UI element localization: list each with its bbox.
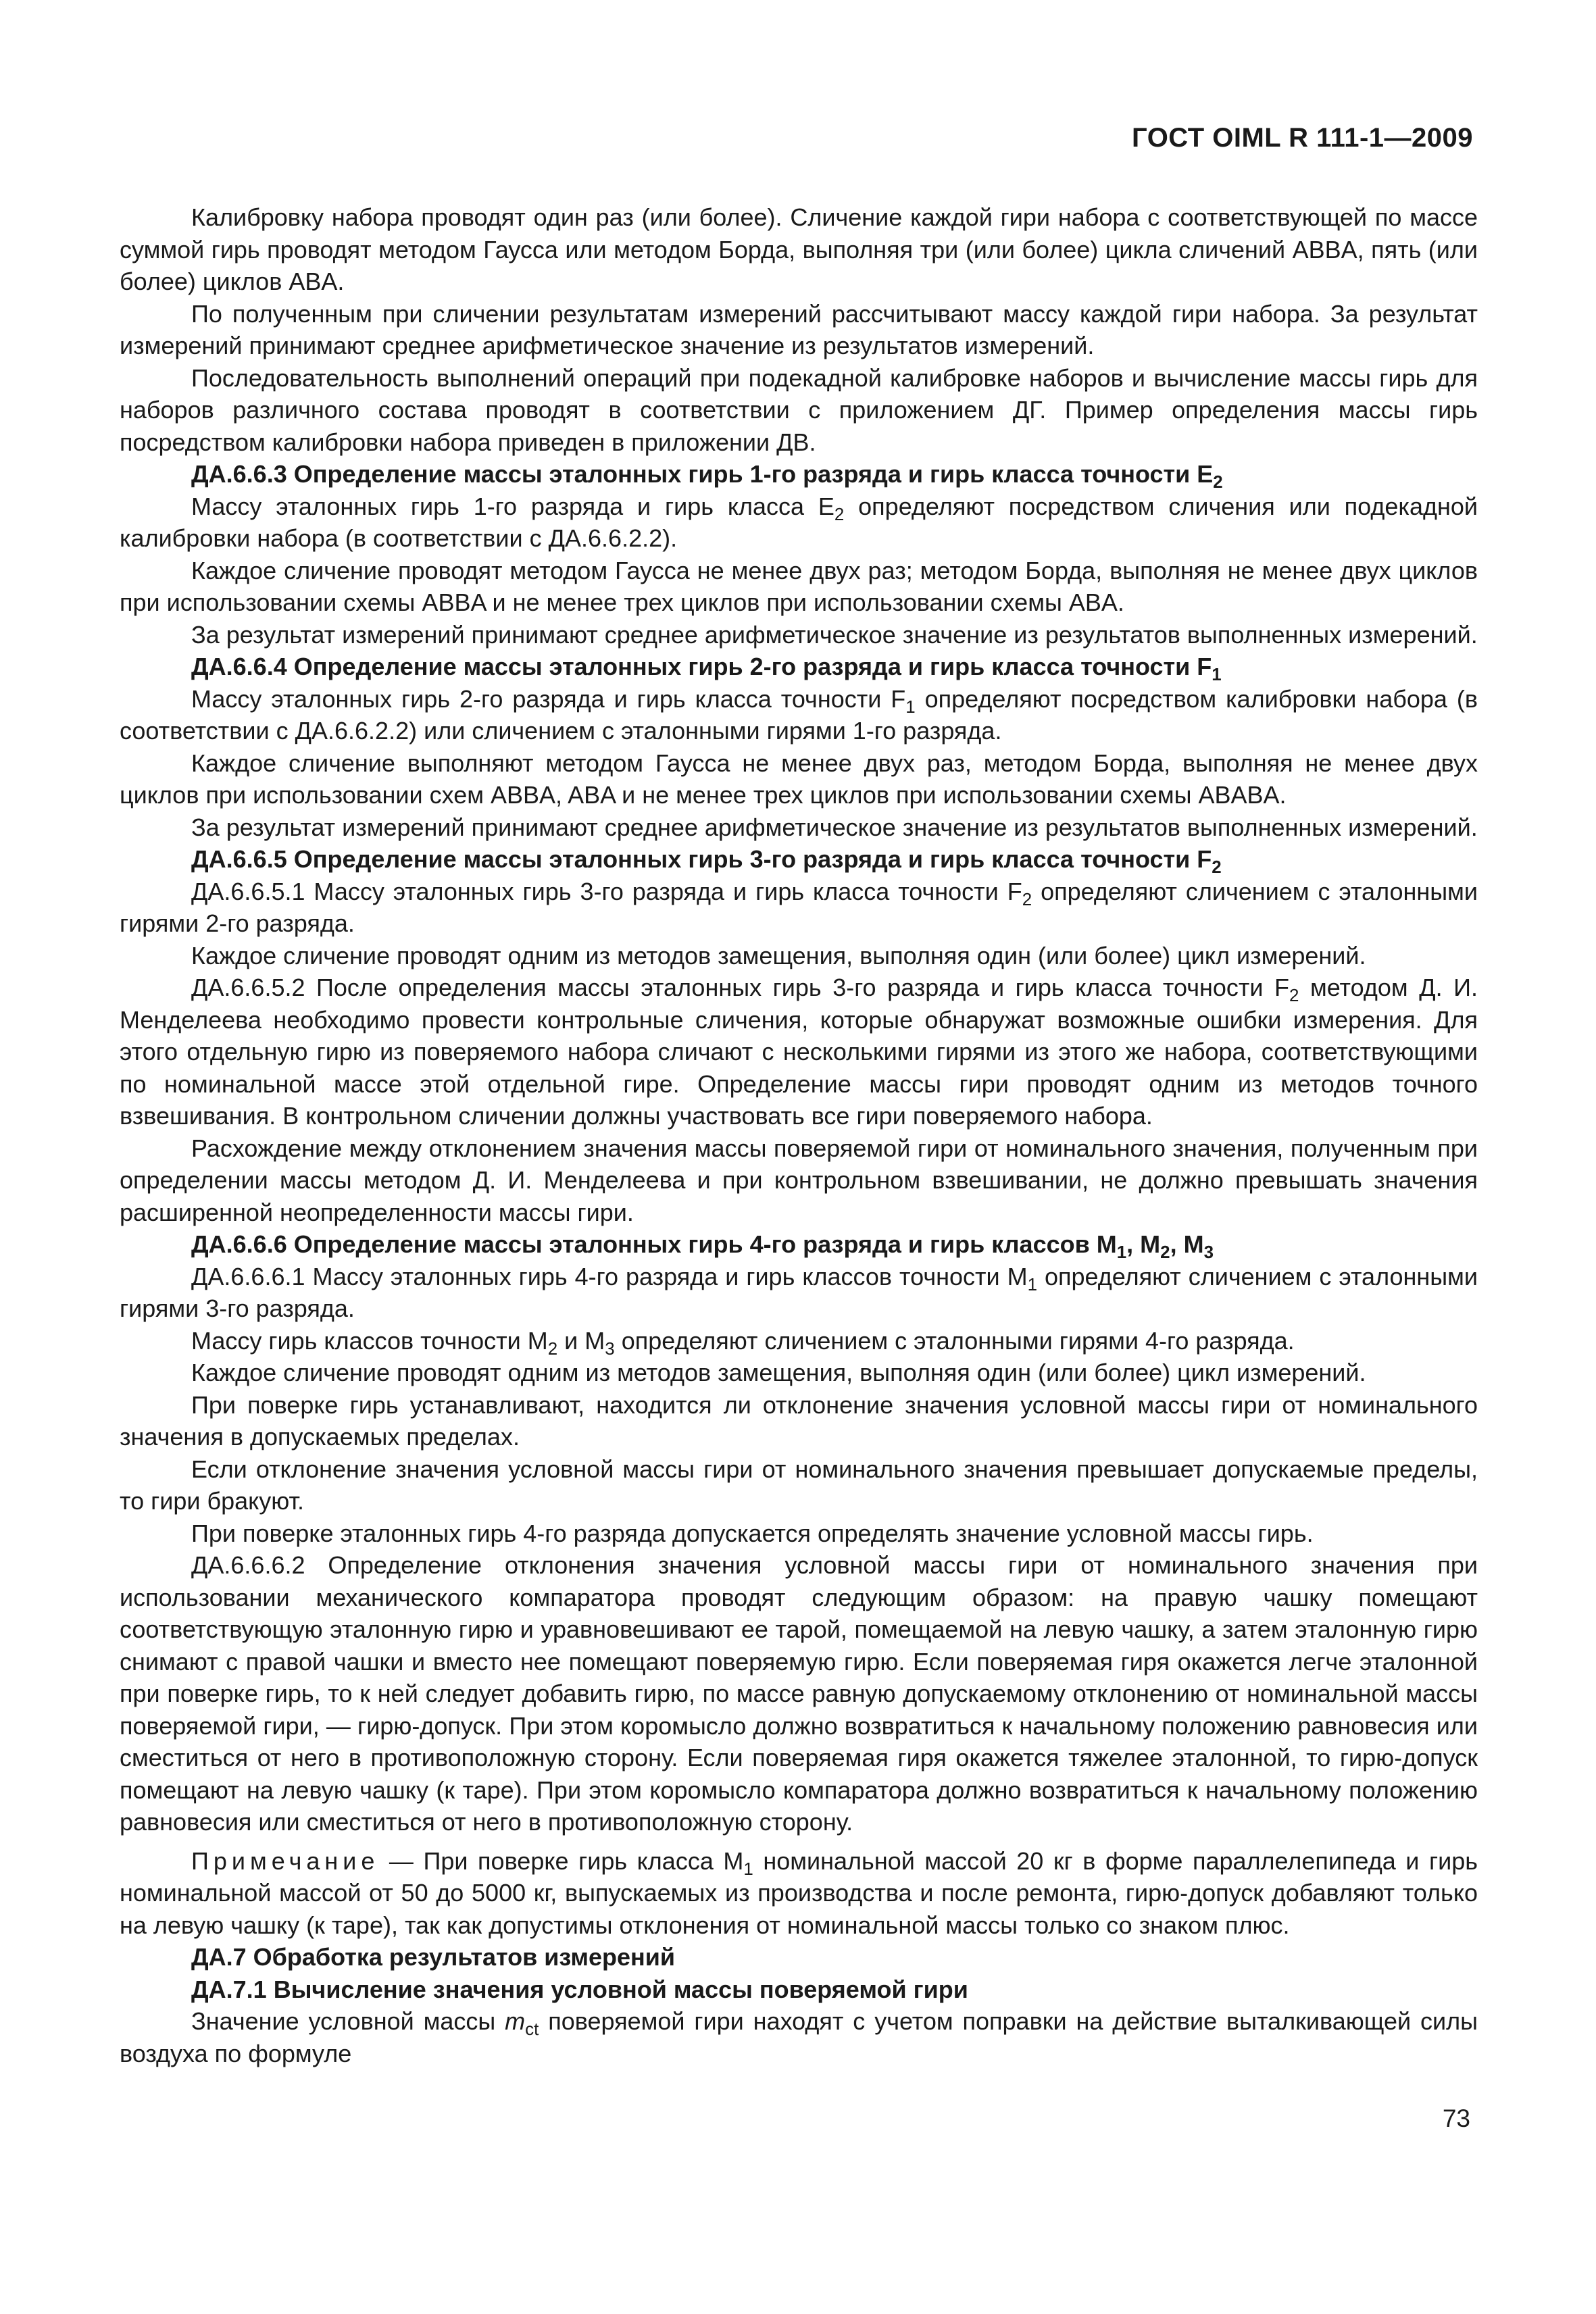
paragraph: По полученным при сличении результатам измерений рассчитывают массу каждой гири набора. За результат измерений принимают среднее арифметическое значение из результатов измерений. <box>120 299 1478 359</box>
document-header: ГОСТ OIML R 111-1—2009 <box>1132 123 1473 153</box>
paragraph: Значение условной массы $m_{ct}$ поверяемой гири находят с учетом поправки на действие выталкивающей силы воздуха по формуле <box>120 2007 1478 2067</box>
paragraph: За результат измерений принимают среднее арифметическое значение из результатов выполненных измерений. <box>191 813 1478 841</box>
page-number: 73 <box>1442 2105 1470 2132</box>
section-heading: ДА.7 Обработка результатов измерений <box>191 1943 676 1971</box>
paragraph: ДА.6.6.5.2 После определения массы эталонных гирь 3-го разряда и гирь класса точности $F_2$ методом Д. И. Менделеева необходимо провести контрольные сличения, которые обнаружат возможные ошибки измерения. Для этого отдельную гирю из поверяемого набора сличают с несколькими гирями из этого же набора, соответствующими по номинальной массе этой отдельной гире. Определение массы гири проводят одним из методов точного взвешивания. В контрольном сличении должны участвовать все гири поверяемого набора. <box>120 974 1478 1130</box>
section-heading: ДА.6.6.4 Определение массы эталонных гирь 2-го разряда и гирь класса точности $F_1$ <box>191 653 1222 684</box>
paragraph: Массу гирь классов точности $M_2$ и $M_3$ определяют сличением с эталонными гирями 4-го разряда. <box>191 1326 1295 1359</box>
section-heading: ДА.6.6.6 Определение массы эталонных гирь 4-го разряда и гирь классов $M_1$, $M_2$, $M_3$ <box>191 1230 1214 1262</box>
note-paragraph: Примечание — При поверке гирь класса $M_1$ номинальной массой 20 кг в форме параллелепипеда и гирь номинальной массой от 50 до 5000 кг, выпускаемых из производства и после ремонта, гирю-допуск добавляют только на левую чашку (к таре), так как допустимы отклонения от номинальной массы только со знаком плюс. <box>120 1846 1478 1939</box>
section-heading: ДА.6.6.3 Определение массы эталонных гирь 1-го разряда и гирь класса точности $E_2$ <box>191 460 1223 492</box>
paragraph: Если отклонение значения условной массы гири от номинального значения превышает допускаемые пределы, то гири бракуют. <box>120 1455 1478 1515</box>
paragraph: ДА.6.6.5.1 Массу эталонных гирь 3-го разряда и гирь класса точности $F_2$ определяют сличением с эталонными гирями 2-го разряда. <box>120 877 1478 937</box>
note-label: Примечание <box>191 1846 380 1875</box>
paragraph: Калибровку набора проводят один раз (или более). Сличение каждой гири набора с соответствующей по массе суммой гирь проводят методом Гаусса или методом Борда, выполняя три (или более) цикла сличений ABBA, пять (или более) циклов ABA. <box>120 203 1478 295</box>
paragraph: При поверке эталонных гирь 4-го разряда допускается определять значение условной массы гирь. <box>191 1519 1314 1547</box>
paragraph: ДА.6.6.6.1 Массу эталонных гирь 4-го разряда и гирь классов точности $M_1$ определяют сличением с эталонными гирями 3-го разряда. <box>120 1262 1478 1322</box>
paragraph: Каждое сличение проводят одним из методов замещения, выполняя один (или более) цикл измерений. <box>191 941 1366 970</box>
paragraph: Массу эталонных гирь 1-го разряда и гирь класса $E_2$ определяют посредством сличения или подекадной калибровки набора (в соответствии с ДА.6.6.2.2). <box>120 492 1478 552</box>
paragraph: Каждое сличение проводят методом Гаусса не менее двух раз; методом Борда, выполняя не менее двух циклов при использовании схемы ABBA и не менее трех циклов при использовании схемы ABA. <box>120 556 1478 616</box>
section-heading: ДА.6.6.5 Определение массы эталонных гирь 3-го разряда и гирь класса точности $F_2$ <box>191 845 1222 877</box>
paragraph: Каждое сличение выполняют методом Гаусса не менее двух раз, методом Борда, выполняя не менее двух циклов при использовании схем ABBA, ABA и не менее трех циклов при использовании схемы ABABA. <box>120 749 1478 809</box>
formula-variable: m <box>505 2007 526 2035</box>
paragraph: При поверке гирь устанавливают, находится ли отклонение значения условной массы гири от номинального значения в допускаемых пределах. <box>120 1390 1478 1451</box>
paragraph: За результат измерений принимают среднее арифметическое значение из результатов выполненных измерений. <box>191 620 1478 649</box>
paragraph: Последовательность выполнений операций при подекадной калибровке наборов и вычисление массы гирь для наборов различного состава проводят в соответствии с приложением ДГ. Пример определения массы гирь посредством калибровки набора приведен в приложении ДВ. <box>120 363 1478 456</box>
document-body <box>120 201 1478 2069</box>
section-heading: ДА.7.1 Вычисление значения условной массы поверяемой гири <box>191 1975 968 2003</box>
paragraph: ДА.6.6.6.2 Определение отклонения значения условной массы гири от номинального значения при использовании механического компаратора проводят следующим образом: на правую чашку помещают соответствующую эталонную гирю и уравновешивают ее тарой, помещаемой на левую чашку, а затем эталонную гирю снимают с правой чашки и вместо нее помещают поверяемую гирю. Если поверяемая гиря окажется легче эталонной при поверке гирь, то к ней следует добавить гирю, по массе равную допускаемому отклонению от номинальной массы поверяемой гири, — гирю-допуск. При этом коромысло должно возвратиться к начальному положению равновесия или сместиться от него в противоположную сторону. Если поверяемая гиря окажется тяжелее эталонной, то гирю-допуск помещают на левую чашку (к таре). При этом коромысло компаратора должно возвратиться к начальному положению равновесия или сместиться от него в противоположную сторону. <box>120 1551 1478 1836</box>
paragraph: Расхождение между отклонением значения массы поверяемой гири от номинального значения, полученным при определении массы методом Д. И. Менделеева и при контрольном взвешивании, не должно превышать значения расширенной неопределенности массы гири. <box>120 1134 1478 1226</box>
paragraph: Каждое сличение проводят одним из методов замещения, выполняя один (или более) цикл измерений. <box>191 1359 1366 1386</box>
paragraph: Массу эталонных гирь 2-го разряда и гирь класса точности $F_1$ определяют посредством калибровки набора (в соответствии с ДА.6.6.2.2) или сличением с эталонными гирями 1-го разряда. <box>120 684 1478 745</box>
